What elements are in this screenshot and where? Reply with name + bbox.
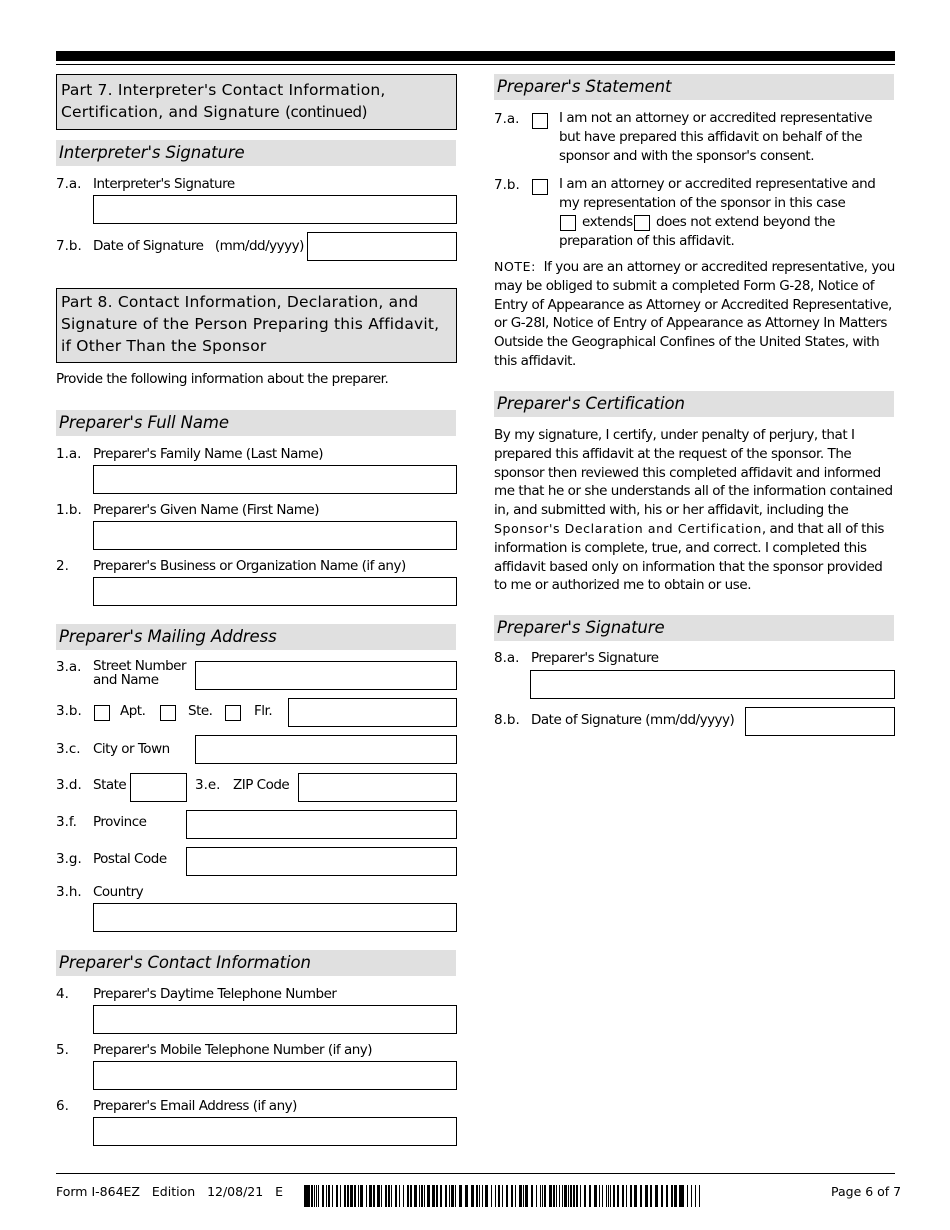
certification-text-2: , and that all of this information is complete, true, and correct. I completed this affidavit based only on information that the sponsor provided to me or authorized me to obtain or use. [494,520,884,594]
item-num: 1.a. [56,446,82,462]
flr-checkbox[interactable] [225,705,241,721]
note-text: If you are an attorney or accredited representative, you may be obliged to submit a completed Form G-28, Notice of Entry of Appearance as Attorney or Accredited Representative, or G-28I, Notice of Entry of Appearance as Attorney In Matters Outside the Geographical Confines of the United States, with this affidavit. [494,259,895,369]
note-label: NOTE: [494,259,536,274]
preparer-certification-heading: Preparer's Certification [494,391,894,417]
part7-title: Part 7. Interpreter's Contact Information, Certification, and Signature [61,81,386,121]
item-num: 3.d. [56,777,82,793]
state-label: State [93,777,127,793]
item-num: 3.b. [56,703,82,719]
item-num: 4. [56,986,69,1002]
part8-intro: Provide the following information about the preparer. [56,371,389,387]
item-num: 5. [56,1042,69,1058]
preparer-full-name-heading: Preparer's Full Name [56,410,456,436]
preparer-date-field[interactable] [745,707,895,736]
preparer-signature-label: Preparer's Signature [531,650,659,666]
attorney-text: I am an attorney or accredited representative and my representation of the sponsor in this case [559,176,876,211]
top-rule-thin [56,64,895,65]
given-name-field[interactable] [93,521,457,550]
preparer-signature-heading: Preparer's Signature [494,615,894,641]
item-num: 3.c. [56,741,81,757]
postal-code-field[interactable] [186,847,457,876]
business-name-field[interactable] [93,577,457,606]
daytime-phone-field[interactable] [93,1005,457,1034]
interpreter-signature-heading: Interpreter's Signature [56,140,456,166]
attorney-text-tail: preparation of this affidavit. [559,233,735,249]
interpreter-date-field[interactable] [307,232,457,261]
item-num: 3.a. [56,659,82,675]
attorney-checkbox[interactable] [532,179,548,195]
street-label-line2: and Name [93,672,159,688]
page-number: Page 6 of 7 [831,1184,902,1199]
business-name-label: Preparer's Business or Organization Name (if any) [93,558,406,574]
form-edition: Form I-864EZ Edition 12/08/21 E [56,1184,284,1199]
part8-header [56,288,457,363]
apt-checkbox[interactable] [94,705,110,721]
part7-header [56,74,457,130]
apt-label: Apt. [120,703,146,719]
province-field[interactable] [186,810,457,839]
street-label-line1: Street Number [93,658,187,674]
daytime-phone-label: Preparer's Daytime Telephone Number [93,986,337,1002]
barcode-icon [304,1185,714,1207]
item-num: 1.b. [56,502,82,518]
item-num: 7.a. [494,111,520,127]
part8-title: Part 8. Contact Information, Declaration, and Signature of the Person Preparing this Affidavit, if Other Than the Sponsor [61,293,440,355]
unit-number-field[interactable] [288,698,457,727]
preparer-mailing-address-heading: Preparer's Mailing Address [56,624,456,650]
item-num: 8.a. [494,650,520,666]
family-name-field[interactable] [93,465,457,494]
postal-code-label: Postal Code [93,851,167,867]
preparer-statement-heading: Preparer's Statement [494,74,894,100]
not-attorney-text: I am not an attorney or accredited representative but have prepared this affidavit on behalf of the sponsor and with the sponsor's consent. [559,110,873,164]
certification-text-sc: Sponsor's Declaration and Certification [494,520,762,536]
zip-label: ZIP Code [233,777,290,793]
province-label: Province [93,814,147,830]
country-label: Country [93,884,144,900]
item-num: 7.b. [494,177,520,193]
street-label [93,659,186,687]
item-num: 8.b. [494,712,520,728]
part7-continued: (continued) [285,103,368,121]
interpreter-signature-label: Interpreter's Signature [93,176,235,192]
interpreter-signature-field[interactable] [93,195,457,224]
extends-label: extends [582,214,633,230]
mobile-phone-label: Preparer's Mobile Telephone Number (if any) [93,1042,373,1058]
email-label: Preparer's Email Address (if any) [93,1098,297,1114]
family-name-label: Preparer's Family Name (Last Name) [93,446,324,462]
mobile-phone-field[interactable] [93,1061,457,1090]
does-not-extend-label: does not extend beyond the [656,214,835,230]
does-not-extend-checkbox[interactable] [634,215,650,231]
item-num: 2. [56,558,69,574]
item-num: 3.e. [195,777,221,793]
item-num: 7.a. [56,176,82,192]
zip-field[interactable] [298,773,457,802]
interpreter-date-label: Date of Signature (mm/dd/yyyy) [93,238,304,254]
country-field[interactable] [93,903,457,932]
item-num: 7.b. [56,238,82,254]
city-field[interactable] [195,735,457,764]
preparer-date-label: Date of Signature (mm/dd/yyyy) [531,712,735,728]
street-field[interactable] [195,661,457,690]
preparer-signature-field[interactable] [530,670,895,699]
extends-checkbox[interactable] [560,215,576,231]
item-num: 3.f. [56,814,77,830]
top-rule-thick [56,51,895,61]
item-num: 6. [56,1098,69,1114]
footer-rule [56,1173,895,1174]
email-field[interactable] [93,1117,457,1146]
given-name-label: Preparer's Given Name (First Name) [93,502,319,518]
item-num: 3.h. [56,884,82,900]
flr-label: Flr. [254,703,273,719]
ste-label: Ste. [188,703,213,719]
state-field[interactable] [130,773,187,802]
certification-text [494,426,896,595]
not-attorney-checkbox[interactable] [532,113,548,129]
ste-checkbox[interactable] [160,705,176,721]
note-block [494,258,896,371]
city-label: City or Town [93,741,170,757]
certification-text-1: By my signature, I certify, under penalty of perjury, that I prepared this affidavit at the request of the sponsor. The sponsor then reviewed this completed affidavit and informed me that he or she understands all of the information contained in, and submitted with, his or her affidavit, including the [494,427,893,519]
item-num: 3.g. [56,851,82,867]
preparer-contact-heading: Preparer's Contact Information [56,950,456,976]
